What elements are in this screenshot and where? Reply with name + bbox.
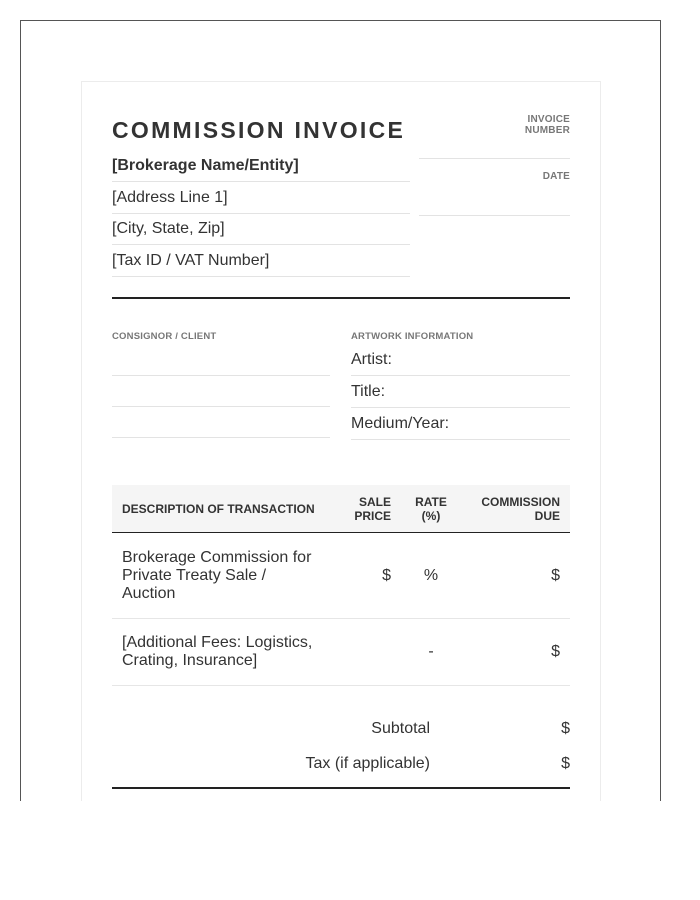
artwork-title-label: Title: <box>351 383 386 400</box>
artwork-label: ARTWORK INFORMATION <box>351 331 474 342</box>
row-2-rate[interactable]: - <box>428 643 434 660</box>
address-line: [Address Line 1] <box>112 189 228 206</box>
row-2-description-line1: [Additional Fees: Logistics, <box>122 634 313 651</box>
consignor-label: CONSIGNOR / CLIENT <box>112 331 217 342</box>
header-divider <box>112 297 570 299</box>
brokerage-name-field[interactable] <box>112 151 410 182</box>
city-state-zip: [City, State, Zip] <box>112 220 225 237</box>
row-divider <box>112 685 570 686</box>
sale-price-header <box>340 495 391 523</box>
row-1-rate[interactable]: % <box>423 567 439 584</box>
rate-header-line1: RATE <box>415 495 447 509</box>
row-divider <box>112 618 570 619</box>
medium-year-label: Medium/Year: <box>351 415 450 432</box>
sale-price-header-line2: PRICE <box>354 509 391 523</box>
consignor-line-2[interactable] <box>112 406 330 407</box>
consignor-line-1[interactable] <box>112 375 330 376</box>
totals-divider <box>112 787 570 789</box>
row-1-description-line2: Private Treaty Sale / <box>122 567 267 584</box>
invoice-title: COMMISSION INVOICE <box>112 117 406 143</box>
tax-value[interactable]: $ <box>561 755 570 772</box>
tax-id-field[interactable] <box>112 246 410 277</box>
row-1-description <box>122 549 311 603</box>
commission-header-line2: DUE <box>534 509 560 523</box>
rate-header <box>406 495 456 523</box>
sale-price-header-line1: SALE <box>358 495 391 509</box>
medium-year-field[interactable] <box>351 409 570 440</box>
address-field[interactable] <box>112 183 410 214</box>
row-1-description-line1: Brokerage Commission for <box>122 549 312 566</box>
date-label: DATE <box>542 171 570 182</box>
subtotal-value[interactable]: $ <box>561 720 570 737</box>
city-field[interactable] <box>112 214 410 245</box>
subtotal-label: Subtotal <box>371 720 430 737</box>
row-1-sale-price[interactable]: $ <box>382 567 391 584</box>
commission-header-line1: COMMISSION <box>481 495 560 509</box>
brokerage-name: [Brokerage Name/Entity] <box>112 157 299 174</box>
invoice-number-label: INVOICE NUMBER <box>524 114 570 136</box>
tax-label: Tax (if applicable) <box>305 755 430 772</box>
artist-field[interactable] <box>351 345 570 376</box>
row-1-commission[interactable]: $ <box>551 567 560 584</box>
consignor-line-3[interactable] <box>112 437 330 438</box>
description-header: DESCRIPTION OF TRANSACTION <box>122 502 315 516</box>
invoice-number-field[interactable] <box>419 158 570 159</box>
date-field[interactable] <box>419 215 570 216</box>
row-2-description <box>122 634 312 670</box>
commission-header <box>470 495 560 523</box>
artist-label: Artist: <box>351 351 392 368</box>
row-2-description-line2: Crating, Insurance] <box>122 652 258 669</box>
row-2-commission[interactable]: $ <box>551 643 560 660</box>
tax-id: [Tax ID / VAT Number] <box>112 252 270 269</box>
row-1-description-line3: Auction <box>122 585 176 602</box>
rate-header-line2: (%) <box>421 509 441 523</box>
artwork-title-field[interactable] <box>351 377 570 408</box>
